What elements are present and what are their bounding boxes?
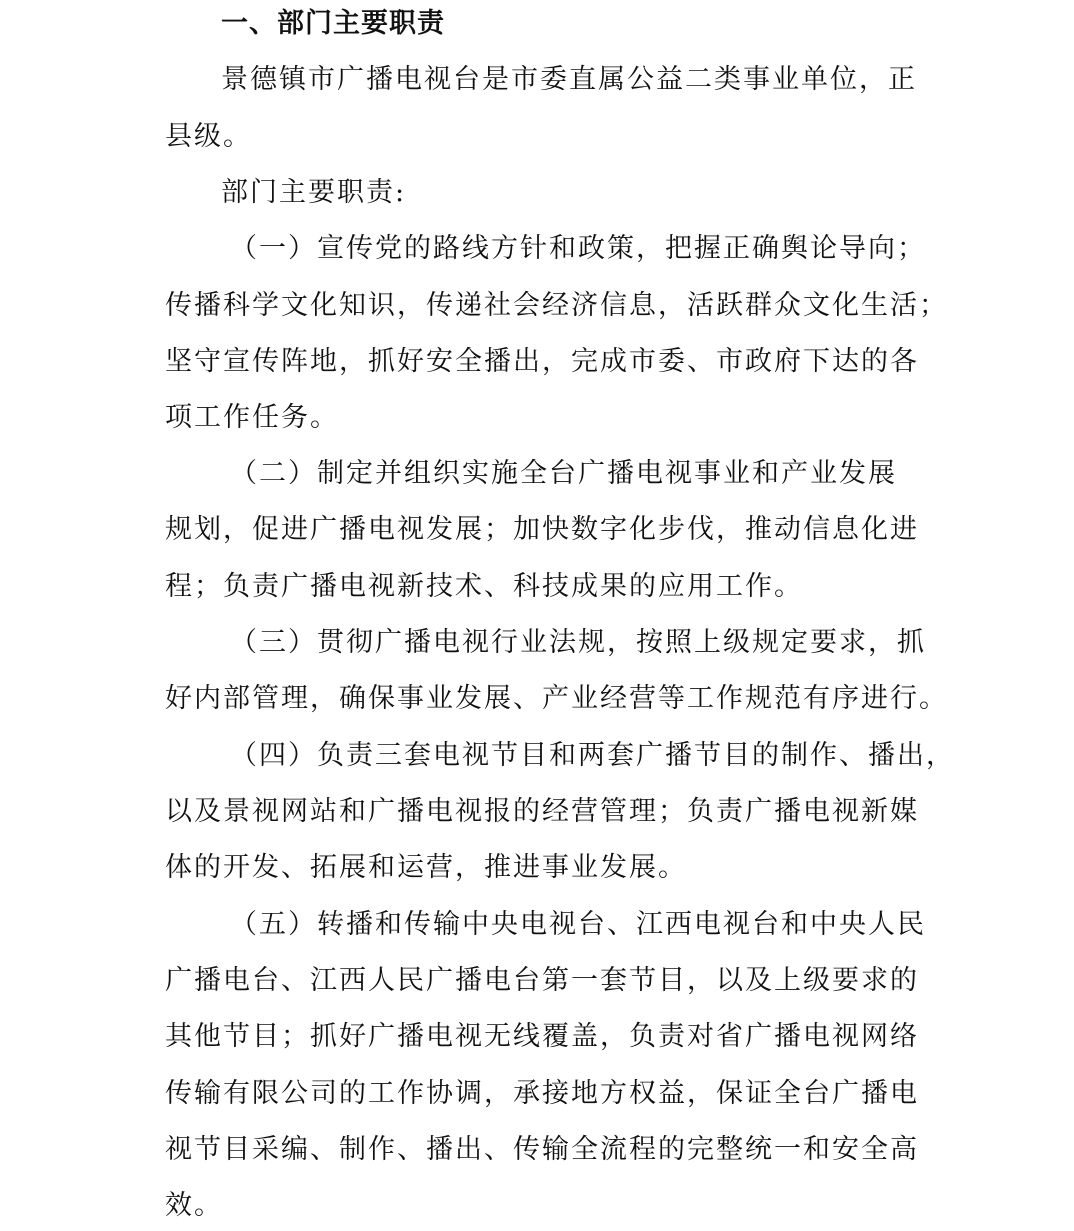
paragraph-line-21: 效。	[165, 1190, 223, 1221]
paragraph-line-14: 以及景视网站和广播电视报的经营管理；负责广播电视新媒	[165, 796, 919, 827]
paragraph-line-1: 景德镇市广播电视台是市委直属公益二类事业单位，正	[221, 64, 917, 95]
paragraph-line-13: （四）负责三套电视节目和两套广播节目的制作、播出，	[230, 740, 955, 771]
paragraph-line-16: （五）转播和传输中央电视台、江西电视台和中央人民	[230, 909, 926, 940]
paragraph-line-3: 部门主要职责:	[221, 177, 407, 208]
paragraph-line-4: （一）宣传党的路线方针和政策，把握正确舆论导向；	[230, 233, 926, 264]
paragraph-line-2: 县级。	[165, 121, 252, 152]
paragraph-line-8: （二）制定并组织实施全台广播电视事业和产业发展	[230, 458, 897, 489]
paragraph-line-18: 其他节目；抓好广播电视无线覆盖，负责对省广播电视网络	[165, 1021, 919, 1052]
paragraph-line-5: 传播科学文化知识，传递社会经济信息，活跃群众文化生活；	[165, 290, 948, 321]
paragraph-line-17: 广播电台、江西人民广播电台第一套节目，以及上级要求的	[165, 965, 919, 996]
paragraph-line-19: 传输有限公司的工作协调，承接地方权益，保证全台广播电	[165, 1078, 919, 1109]
paragraph-line-15: 体的开发、拓展和运营，推进事业发展。	[165, 852, 687, 883]
paragraph-line-11: （三）贯彻广播电视行业法规，按照上级规定要求，抓	[230, 627, 926, 658]
paragraph-line-9: 规划，促进广播电视发展；加快数字化步伐，推动信息化进	[165, 514, 919, 545]
paragraph-line-12: 好内部管理，确保事业发展、产业经营等工作规范有序进行。	[165, 683, 948, 714]
paragraph-line-10: 程；负责广播电视新技术、科技成果的应用工作。	[165, 571, 803, 602]
paragraph-line-7: 项工作任务。	[165, 402, 339, 433]
paragraph-line-20: 视节目采编、制作、播出、传输全流程的完整统一和安全高	[165, 1134, 919, 1165]
section-heading: 一、部门主要职责	[221, 8, 445, 39]
paragraph-line-6: 坚守宣传阵地，抓好安全播出，完成市委、市政府下达的各	[165, 346, 919, 377]
